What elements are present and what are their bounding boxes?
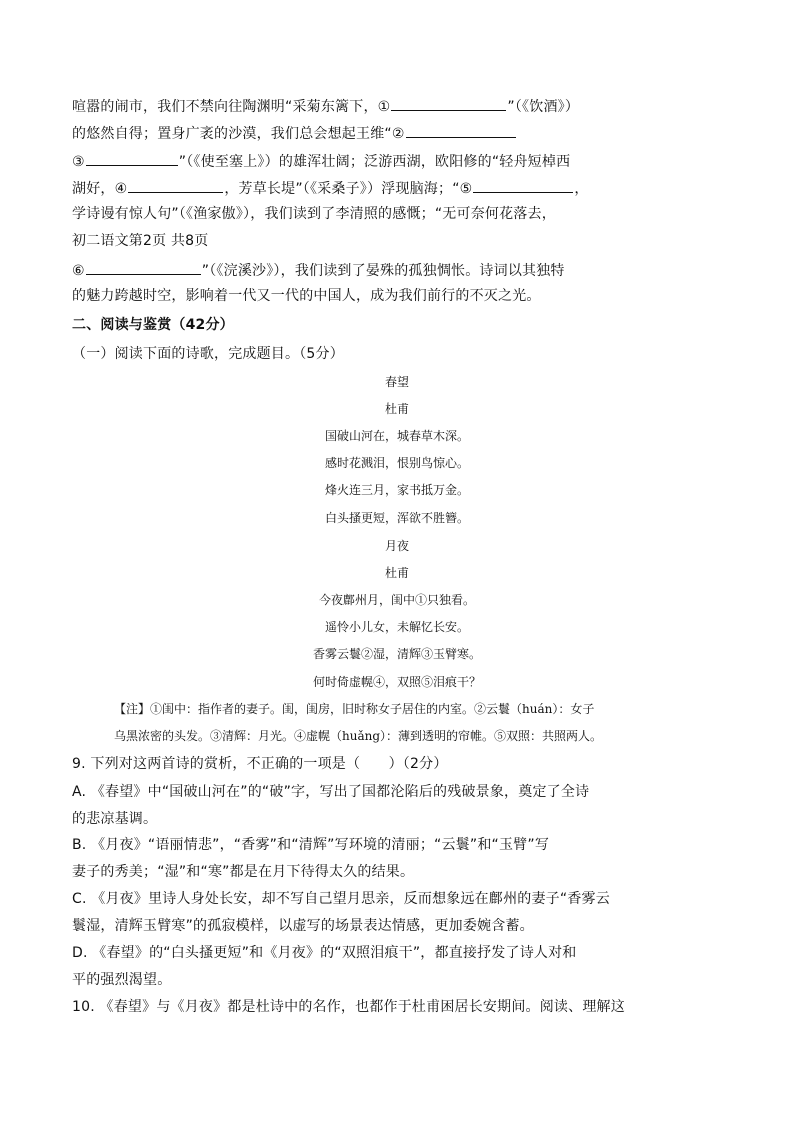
option-a[interactable]: A. 《春望》中“国破山河在”的“破”字，写出了国都沦陷后的残破景象，奠定了全诗 xyxy=(72,784,590,800)
option-b[interactable]: B. 《月夜》“语丽情悲”，“香雾”和“清辉”写环境的清丽；“云鬟”和“玉臂”写 xyxy=(72,837,550,853)
section-heading: 二、阅读与鉴赏（42分） xyxy=(72,317,234,333)
fill-line-7 xyxy=(72,287,541,305)
subsection-heading: （一）阅读下面的诗歌，完成题目。（5分） xyxy=(72,346,344,362)
answer-blank-3[interactable] xyxy=(86,151,178,166)
poem-line: 香雾云鬟②湿，清辉③玉臂寒。 xyxy=(312,647,481,661)
option-b-cont: 妻子的秀美；“湿”和“寒”都是在月下待得太久的结果。 xyxy=(72,864,415,880)
answer-blank-5[interactable] xyxy=(473,178,573,193)
fill-text: 学诗谩有惊人句”（《渔家傲》），我们读到了李清照的感慨；“无可奈何花落去， xyxy=(72,206,556,222)
fill-text: 湖好，④ xyxy=(72,181,128,197)
answer-blank-6[interactable] xyxy=(86,260,201,275)
fill-text: 的悠然自得；置身广袤的沙漠，我们总会想起王维“② xyxy=(72,126,405,142)
fill-text: ”（《使至塞上》）的雄浑壮阔；泛游西湖，欧阳修的“轻舟短棹西 xyxy=(178,154,571,170)
fill-line-4 xyxy=(72,178,589,198)
answer-blank-4[interactable] xyxy=(128,178,223,193)
poem-line: 白头搔更短，浑欲不胜簪。 xyxy=(324,511,469,525)
poem-line: 今夜鄜州月，闺中①只独看。 xyxy=(318,593,475,607)
poem-line: 遥怜小儿女，未解忆长安。 xyxy=(324,620,469,634)
poem-title: 春望 xyxy=(384,375,409,389)
fill-text: ③ xyxy=(72,154,85,170)
page-marker-text: 初二语文第2页 共8页 xyxy=(72,233,209,249)
fill-text: 的魅力跨越时空，影响着一代又一代的中国人，成为我们前行的不灭之光。 xyxy=(72,288,541,304)
page-marker xyxy=(72,232,208,250)
poem-author: 杜甫 xyxy=(384,566,409,580)
annotation-line-1: 【注】①闺中：指作者的妻子。闺，闺房，旧时称女子居住的内室。②云鬟（huán）：女子 xyxy=(114,702,595,716)
fill-line-3 xyxy=(72,151,570,171)
question-10-stem: 10. 《春望》与《月夜》都是杜诗中的名作，也都作于杜甫困居长安期间。阅读、理解这 xyxy=(72,999,625,1015)
fill-text: 喧嚣的闹市，我们不禁向往陶渊明“采菊东篱下，① xyxy=(72,99,391,115)
poem-author: 杜甫 xyxy=(384,402,409,416)
fill-text: ， xyxy=(574,181,589,197)
option-c[interactable]: C. 《月夜》里诗人身处长安，却不写自己望月思亲，反而想象远在鄜州的妻子“香雾云 xyxy=(72,891,610,907)
poem-line: 国破山河在，城春草木深。 xyxy=(324,429,469,443)
fill-text: ”（《饮酒》） xyxy=(507,99,580,115)
annotation-line-2: 乌黑浓密的头发。③清辉：月光。④虚幌（huǎng）：薄到透明的帘帷。⑤双照：共照两人。 xyxy=(114,729,603,743)
option-a-cont: 的悲凉基调。 xyxy=(72,811,158,827)
poem-title: 月夜 xyxy=(384,539,409,553)
answer-blank-2[interactable] xyxy=(406,123,516,138)
option-c-cont: 鬟湿，清辉玉臂寒”的孤寂模样，以虚写的场景表达情感，更加委婉含蓄。 xyxy=(72,918,534,934)
fill-line-5 xyxy=(72,205,556,223)
fill-text: ，芳草长堤”（《采桑子》）浮现脑海；“⑤ xyxy=(224,181,473,197)
option-d[interactable]: D. 《春望》的“白头搔更短”和《月夜》的“双照泪痕干”，都直接抒发了诗人对和 xyxy=(72,945,577,961)
question-9-stem: 9. 下列对这两首诗的赏析，不正确的一项是（ ）（2分） xyxy=(72,756,448,772)
answer-blank-1[interactable] xyxy=(391,96,506,111)
fill-text: ⑥ xyxy=(72,263,85,279)
fill-line-1 xyxy=(72,96,579,116)
fill-text: ”（《浣溪沙》），我们读到了晏殊的孤独惆怅。诗词以其独特 xyxy=(201,263,565,279)
poem-line: 感时花溅泪，恨别鸟惊心。 xyxy=(324,456,469,470)
fill-line-2 xyxy=(72,123,517,143)
fill-line-6 xyxy=(72,260,565,280)
option-d-cont: 平的强烈渴望。 xyxy=(72,972,172,988)
poem-line: 何时倚虚幌④，双照⑤泪痕干？ xyxy=(312,675,481,689)
poem-line: 烽火连三月，家书抵万金。 xyxy=(324,483,469,497)
